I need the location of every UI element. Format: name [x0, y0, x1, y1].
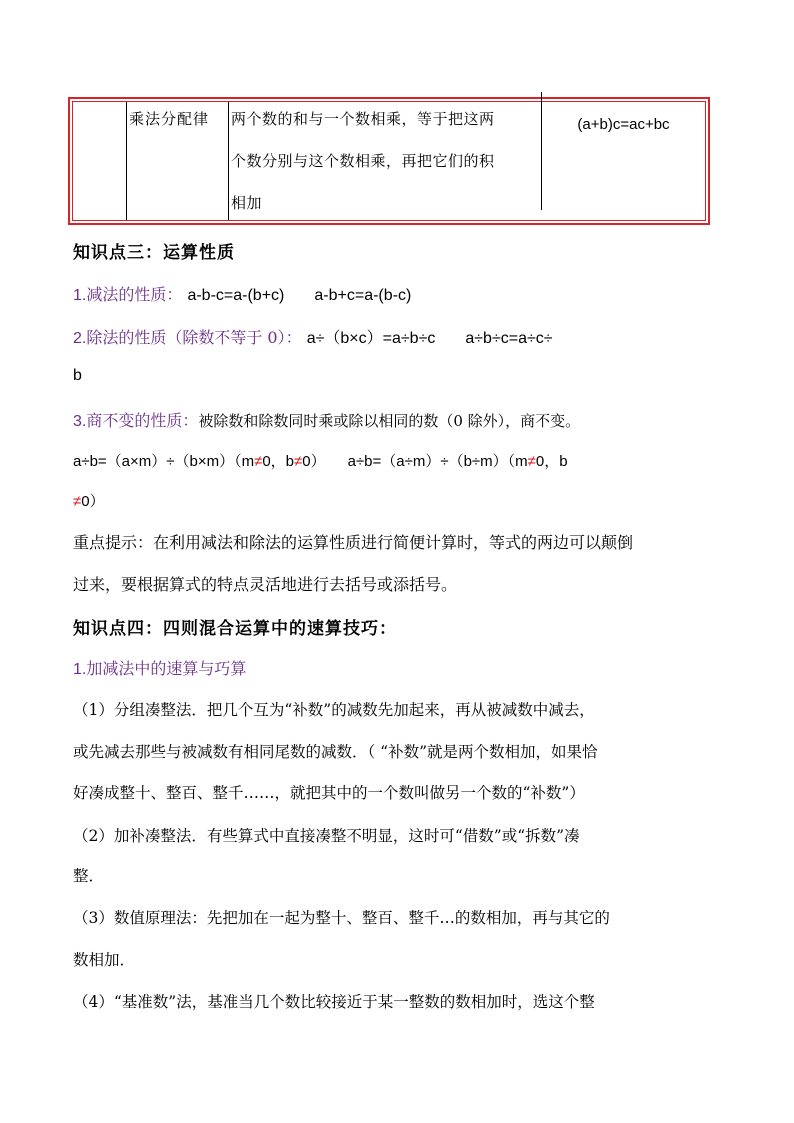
- item-label: 加减法中的速算与巧算: [86, 659, 247, 678]
- formula: a-b+c=a-(b-c): [314, 287, 412, 304]
- paragraph-line: 整．: [73, 867, 105, 885]
- section4-heading: 知识点四：四则混合运算中的速算技巧：: [73, 619, 397, 639]
- item-number: 1.: [73, 287, 87, 304]
- formula-part: a÷b=（a×m）÷（b×m）（m: [73, 453, 255, 470]
- item-label: 除法的性质（除数不等于 0）：: [86, 328, 302, 347]
- law-description-cell: [229, 92, 542, 210]
- formula-part: 0）: [302, 453, 326, 470]
- tip-line: 过来，要根据算式的特点灵活地进行去括号或添括号。: [73, 575, 458, 594]
- paragraph-line: （2）加补凑整法．有些算式中直接凑整不明显，这时可“借数”或“拆数”凑: [73, 827, 580, 845]
- section3-item3: [73, 408, 580, 431]
- item-number: 2.: [73, 330, 87, 347]
- section3-heading: 知识点三：运算性质: [73, 243, 235, 263]
- paragraph-line: （1）分组凑整法．把几个互为“补数”的减数先加起来，再从被减数中减去，: [73, 701, 595, 719]
- formula-wrap: b: [73, 367, 82, 384]
- section4-item1: [73, 656, 246, 679]
- law-formula-cell: (a+b)c=ac+bc: [577, 116, 670, 133]
- not-equal-sign: ≠: [294, 453, 303, 470]
- item-label: 减法的性质：: [86, 285, 183, 304]
- formula-part: 0，b: [262, 453, 295, 470]
- not-equal-sign: ≠: [254, 453, 263, 470]
- law-description-line: 两个数的和与一个数相乘，等于把这两: [231, 110, 495, 128]
- formula: a÷b÷c=a÷c÷: [465, 330, 553, 347]
- item-number: 1.: [73, 661, 87, 678]
- not-equal-sign: ≠: [73, 493, 82, 510]
- section3-item2: [73, 325, 553, 348]
- law-table: [68, 97, 710, 225]
- law-table-row: [72, 101, 706, 221]
- table-cell-empty: [73, 102, 127, 220]
- paragraph-line: 数相加．: [73, 951, 136, 969]
- section3-item1: [73, 282, 411, 305]
- formula: a-b-c=a-(b+c): [187, 287, 285, 304]
- formula-part: 0，b: [535, 453, 568, 470]
- formula-part: 0）: [81, 493, 105, 510]
- formula-part: a÷b=（a÷m）÷（b÷m）（m: [347, 453, 528, 470]
- law-description-line: 个数分别与这个数相乘，再把它们的积: [231, 152, 495, 170]
- paragraph-line: （4）“基准数”法，基准当几个数比较接近于某一整数的数相加时，选这个整: [73, 993, 595, 1011]
- formula: a÷（b×c）=a÷b÷c: [306, 330, 436, 347]
- paragraph-line: （3）数值原理法：先把加在一起为整十、整百、整千…的数相加，再与其它的: [73, 909, 610, 927]
- paragraph-line: 好凑成整十、整百、整千……，就把其中的一个数叫做另一个数的“补数”）: [73, 784, 585, 802]
- law-name-cell: 乘法分配律: [127, 102, 229, 220]
- quotient-formula-wrap: [73, 490, 105, 511]
- quotient-formula: [73, 450, 568, 471]
- tip-line: 重点提示：在利用减法和除法的运算性质进行简便计算时，等式的两边可以颠倒: [73, 533, 634, 552]
- item-text: 被除数和除数同时乘或除以相同的数（0 除外），商不变。: [198, 412, 581, 430]
- item-label: 商不变的性质：: [86, 411, 199, 430]
- paragraph-line: 或先减去那些与被减数有相同尾数的减数．（ “补数”就是两个数相加，如果恰: [73, 743, 598, 761]
- law-description-line: 相加: [231, 194, 263, 212]
- not-equal-sign: ≠: [527, 453, 536, 470]
- item-number: 3.: [73, 413, 87, 430]
